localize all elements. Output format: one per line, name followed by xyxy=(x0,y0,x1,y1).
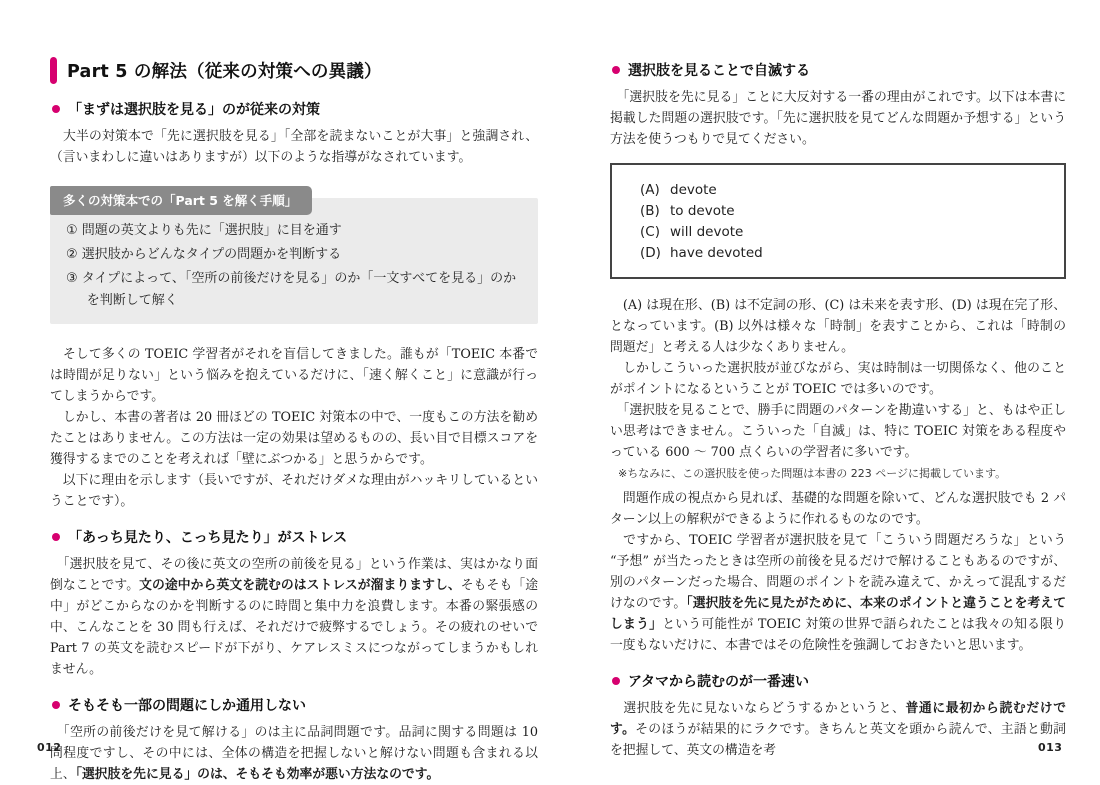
choice-c xyxy=(640,222,1054,243)
left-page xyxy=(50,57,538,785)
bullet-icon xyxy=(52,105,60,113)
paragraph: しかし、本書の著者は 20 冊ほどの TOEIC 対策本の中で、一度もこの方法を勧めたことはありません。この方法は一定の効果は望めるものの、長い目で目標スコアを獲得するまでのことを考えれば「壁にぶつかる」と思うからです。 xyxy=(50,410,538,467)
section-heading-read-from-top xyxy=(610,671,1066,691)
paragraph: ですから、TOEIC 学習者が選択肢を見て「こういう問題だろうな」という “予想” が当たったときは空所の前後を見るだけで解けることもあるのですが、別のパターンだった場合、問題のポイントを読み違えて、かえって混乱するだけなのです。「選択肢を先に見たがために、本来のポイントと違うことを考えてしまう」という可能性が TOEIC 対策の世界で語られたことは我々の知る限り一度もないだけに、本書ではその危険性を強調しておきたいと思います。 xyxy=(610,533,1066,653)
bullet-icon xyxy=(612,677,620,685)
title-accent-bar-icon xyxy=(50,57,57,84)
chapter-title-block xyxy=(50,57,538,84)
choice-label: (B) xyxy=(640,203,660,219)
choice-text: will devote xyxy=(670,224,744,240)
procedure-box xyxy=(50,193,538,324)
section-heading-conventional-advice xyxy=(50,99,538,119)
footnote: ※ちなみに、この選択肢を使った問題は本書の 223 ページに掲載しています。 xyxy=(618,467,1007,480)
section-heading-label: そもそも一部の問題にしか通用しない xyxy=(68,698,306,714)
section-heading-label: 「あっち見たり、こっち見たり」がストレス xyxy=(68,530,348,546)
choice-label: (D) xyxy=(640,245,661,261)
paragraph: 選択肢を先に見ないならどうするかというと、普通に最初から読むだけです。そのほうが結果的にラクです。きちんと英文を頭から読んで、主語と動詞を把握して、英文の構造を考 xyxy=(610,701,1067,758)
choice-text: devote xyxy=(670,182,717,198)
right-page xyxy=(610,60,1066,761)
paragraph: 「選択肢を先に見る」ことに大反対する一番の理由がこれです。以下は本書に掲載した問題の選択肢です。「先に選択肢を見てどんな問題か予想する」という方法を使うつもりで見てください。 xyxy=(610,90,1066,147)
section-heading-self-destruct xyxy=(610,60,1066,80)
paragraph: (A) は現在形、(B) は不定詞の形、(C) は未来を表す形、(D) は現在完了形、となっています。(B) 以外は様々な「時制」を表すことから、これは「時制の問題だ」と考える人は少なくありません。 xyxy=(610,298,1066,355)
page-number-left: 012 xyxy=(37,741,62,754)
procedure-step-2: ② 選択肢からどんなタイプの問題かを判断する xyxy=(66,247,342,262)
choice-a xyxy=(640,180,1054,201)
bullet-icon xyxy=(52,701,60,709)
section-heading-stress xyxy=(50,527,538,547)
procedure-box-tab: 多くの対策本での「Part 5 を解く手順」 xyxy=(50,186,312,215)
paragraph: 大半の対策本で「先に選択肢を見る」「全部を読まないことが大事」と強調され、（言いまわしに違いはありますが）以下のような指導がなされています。 xyxy=(50,129,538,165)
paragraph: 「選択肢を見て、その後に英文の空所の前後を見る」という作業は、実はかなり面倒なことです。文の途中から英文を読むのはストレスが溜まりますし、そもそも「途中」がどこからなのかを判断するのに時間と集中力を浪費します。本番の緊張感の中、こんなことを 30 問も行えば、それだけで疲弊するでしょう。その疲れのせいで Part 7 の英文を読むスピードが下がり、ケアレスミスにつながってしまうかもしれません。 xyxy=(50,557,538,677)
paragraph: 「選択肢を見ることで、勝手に問題のパターンを勘違いする」と、もはや正しい思考はできません。こういった「自滅」は、特に TOEIC 対策をある程度やっている 600 ～ 700 点くらいの学習者に多いです。 xyxy=(610,403,1066,460)
section-heading-label: 「まずは選択肢を見る」のが従来の対策 xyxy=(68,102,320,118)
section-heading-label: 選択肢を見ることで自滅する xyxy=(628,63,810,79)
paragraph: しかしこういった選択肢が並びながら、実は時制は一切関係なく、他のことがポイントになるということが TOEIC では多いのです。 xyxy=(610,361,1066,397)
choice-text: have devoted xyxy=(670,245,763,261)
choice-text: to devote xyxy=(670,203,735,219)
paragraph: そして多くの TOEIC 学習者がそれを盲信してきました。誰もが「TOEIC 本番では時間が足りない」という悩みを抱えているだけに、「速く解くこと」に意識が行ってしまうからです。 xyxy=(50,347,538,404)
bullet-icon xyxy=(52,533,60,541)
page-title: Part 5 の解法（従来の対策への異議） xyxy=(67,62,382,82)
answer-choices-box xyxy=(610,163,1066,279)
section-heading-label: アタマから読むのが一番速い xyxy=(628,674,810,690)
bullet-icon xyxy=(612,66,620,74)
choice-label: (A) xyxy=(640,182,660,198)
page-number-right: 013 xyxy=(1038,741,1063,754)
choice-d xyxy=(640,243,1054,264)
procedure-step-3: ③ タイプによって、「空所の前後だけを見る」のか「一文すべてを見る」のかを判断して解く xyxy=(66,271,517,308)
choice-b xyxy=(640,201,1054,222)
paragraph: 問題作成の視点から見れば、基礎的な問題を除いて、どんな選択肢でも 2 パターン以上の解釈ができるように作れるものなのです。 xyxy=(610,491,1066,527)
section-heading-limited-use xyxy=(50,695,538,715)
procedure-step-1: ① 問題の英文よりも先に「選択肢」に目を通す xyxy=(66,223,342,238)
choice-label: (C) xyxy=(640,224,660,240)
paragraph: 「空所の前後だけを見て解ける」のは主に品詞問題です。品詞に関する問題は 10 問程度ですし、その中には、全体の構造を把握しないと解けない問題も含まれる以上、「選択肢を先に見る」のは、そもそも効率が悪い方法なのです。 xyxy=(50,725,538,782)
paragraph: 以下に理由を示します（長いですが、それだけダメな理由がハッキリしているということです）。 xyxy=(50,473,538,509)
